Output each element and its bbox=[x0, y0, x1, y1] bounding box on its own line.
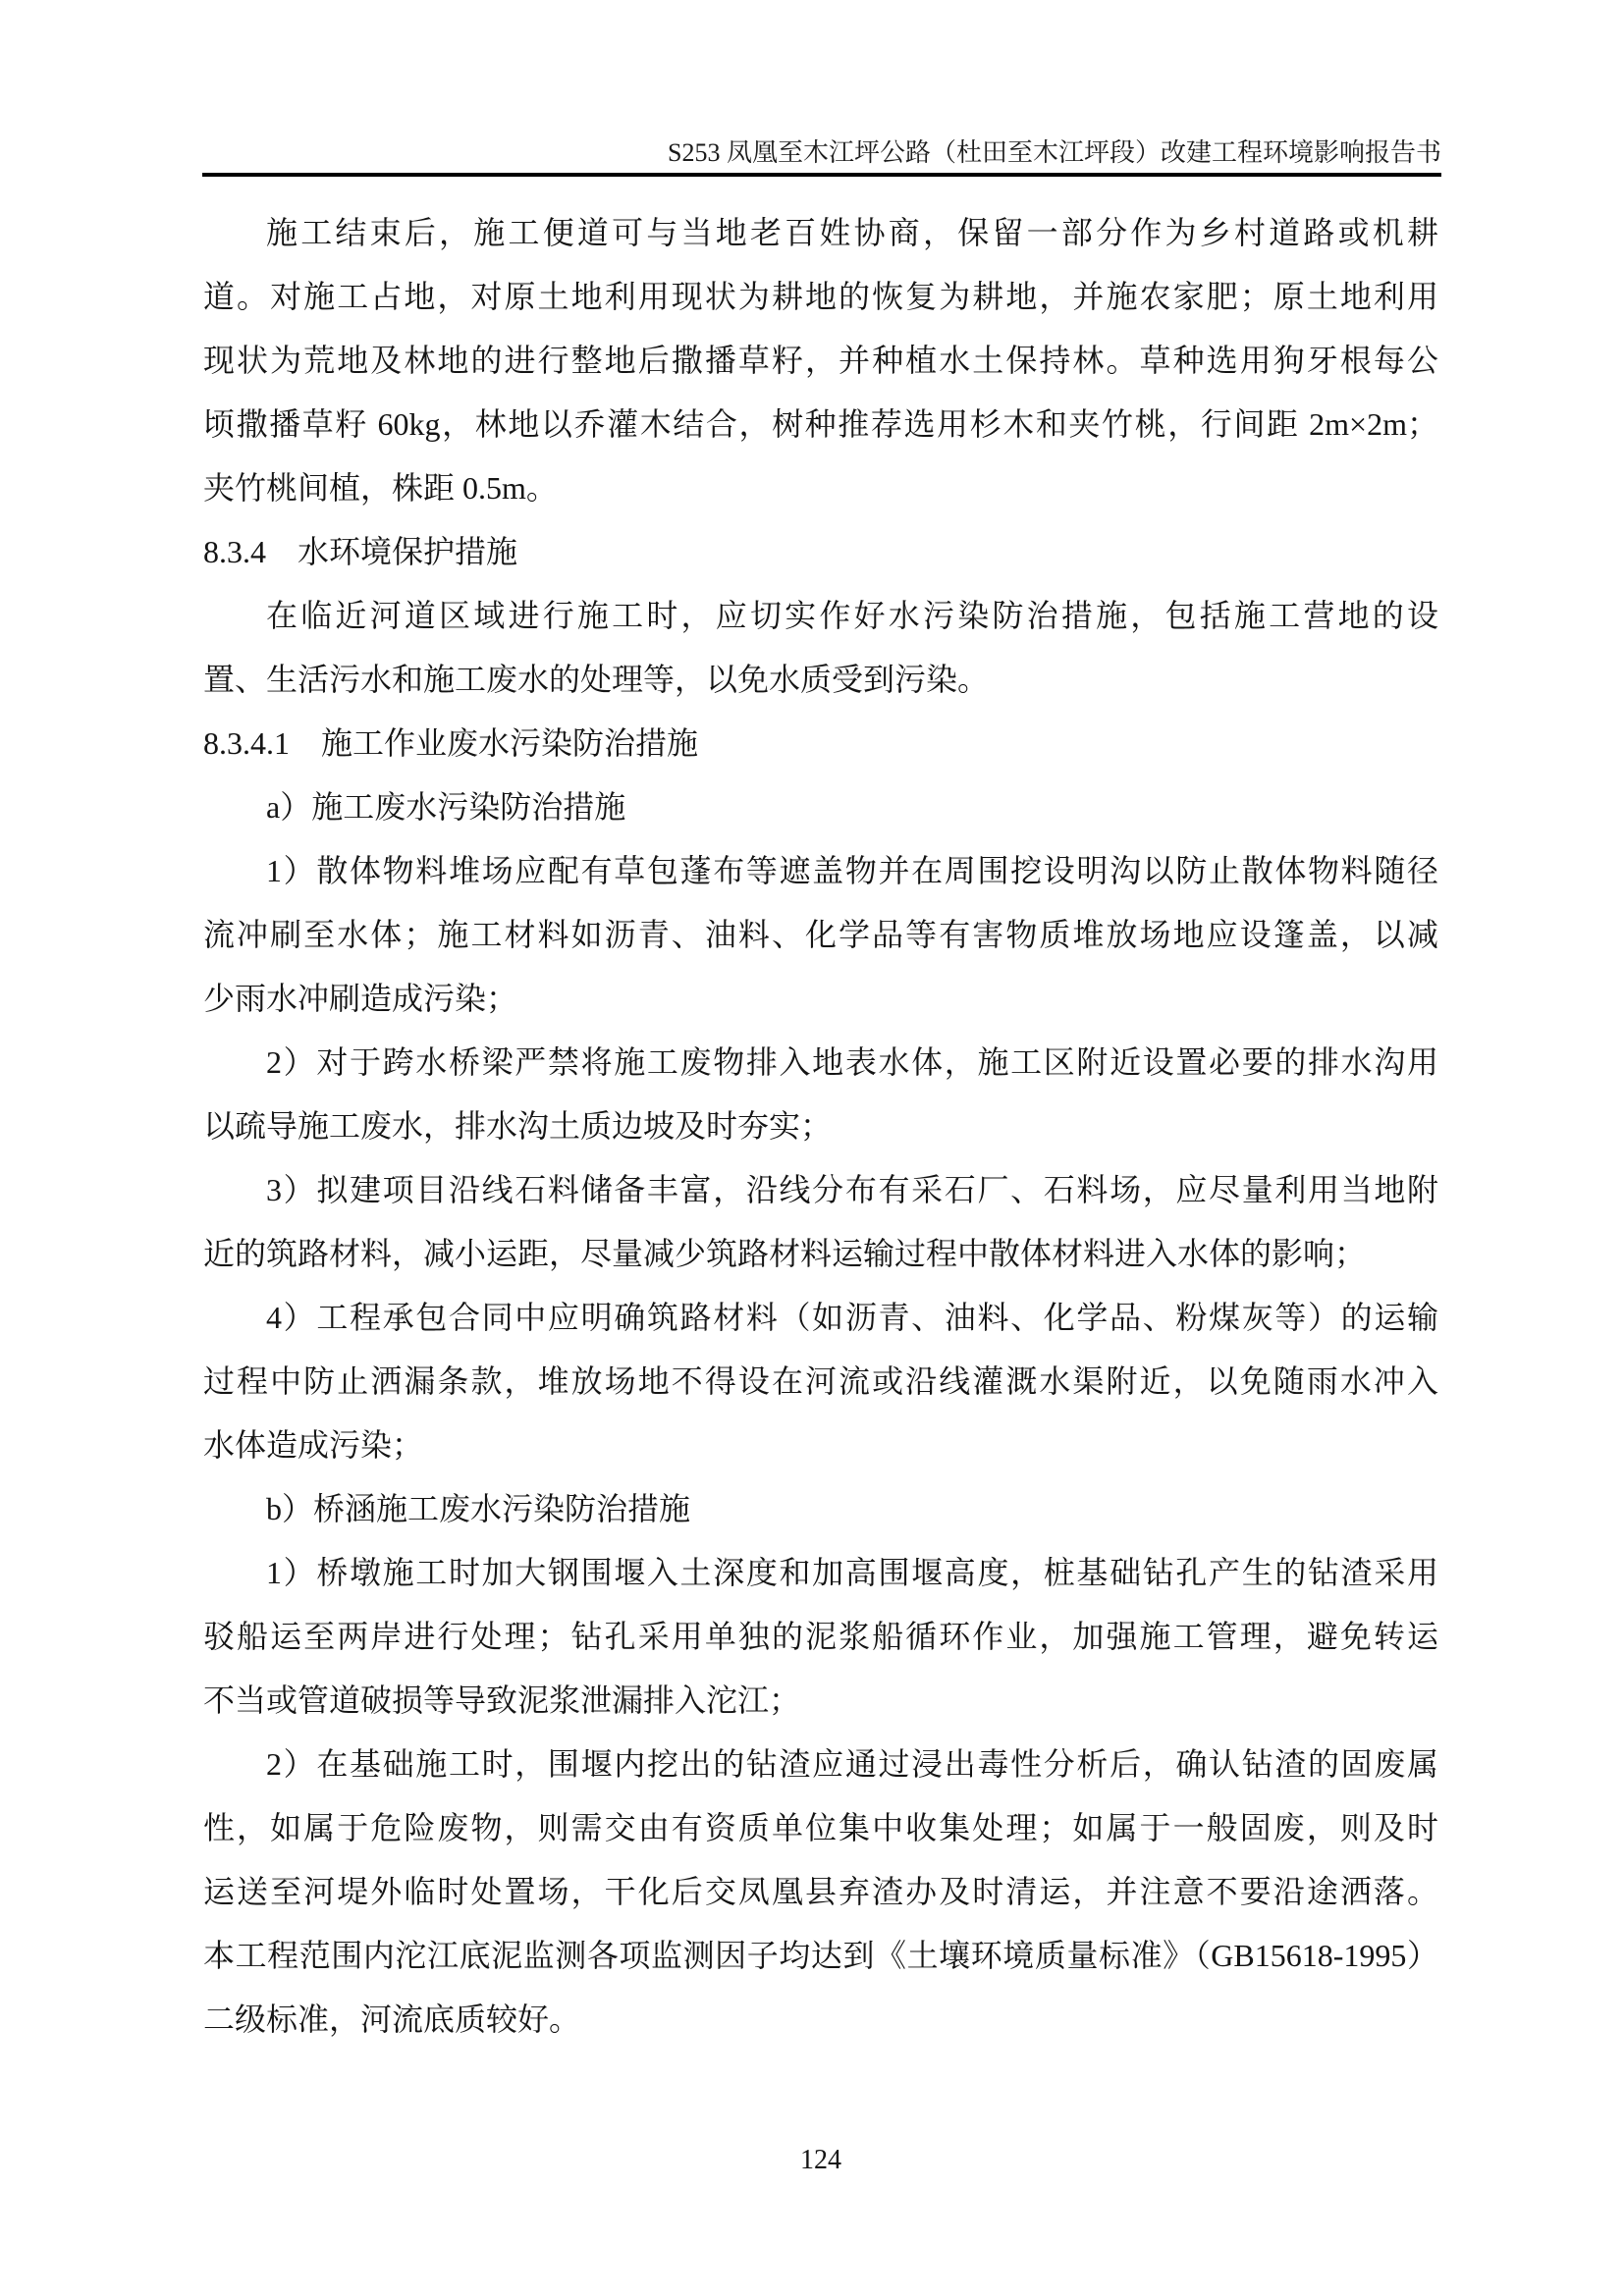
page-number: 124 bbox=[800, 2145, 841, 2175]
text-line: 3）拟建项目沿线石料储备丰富，沿线分布有采石厂、石料场，应尽量利用当地附 bbox=[266, 1172, 1438, 1207]
document-body bbox=[203, 201, 1438, 2052]
text-line: 夹竹桃间植，株距 0.5m。 bbox=[203, 470, 558, 506]
text-line: 置、生活污水和施工废水的处理等，以免水质受到污染。 bbox=[203, 662, 990, 697]
text-line: 2）对于跨水桥梁严禁将施工废物排入地表水体，施工区附近设置必要的排水沟用 bbox=[266, 1044, 1438, 1080]
text-line: a）施工废水污染防治措施 bbox=[266, 789, 626, 825]
text-line: 施工结束后，施工便道可与当地老百姓协商，保留一部分作为乡村道路或机耕 bbox=[266, 215, 1438, 250]
paragraph-item-b2 bbox=[203, 1733, 1438, 2052]
text-line: 流冲刷至水体；施工材料如沥青、油料、化学品等有害物质堆放场地应设篷盖，以减 bbox=[203, 917, 1438, 952]
text-line: 道。对施工占地，对原土地利用现状为耕地的恢复为耕地，并施农家肥；原土地利用 bbox=[203, 279, 1438, 314]
text-line: 1）桥墩施工时加大钢围堰入土深度和加高围堰高度，桩基础钻孔产生的钻渣采用 bbox=[266, 1555, 1438, 1590]
text-line: 本工程范围内沱江底泥监测各项监测因子均达到《土壤环境质量标准》（GB15618-1995） bbox=[203, 1938, 1438, 1973]
header-rule bbox=[202, 173, 1441, 177]
paragraph-item-3 bbox=[203, 1158, 1438, 1286]
paragraph-item-2 bbox=[203, 1031, 1438, 1158]
page-header-title: S253 凤凰至木江坪公路（杜田至木江坪段）改建工程环境影响报告书 bbox=[668, 138, 1441, 167]
text-line: 近的筑路材料，减小运距，尽量减少筑路材料运输过程中散体材料进入水体的影响； bbox=[203, 1236, 1367, 1271]
paragraph bbox=[203, 201, 1438, 520]
text-line: 不当或管道破损等导致泥浆泄漏排入沱江； bbox=[203, 1682, 801, 1718]
section-heading-8-3-4-1 bbox=[203, 712, 1438, 775]
text-line: 二级标准，河流底质较好。 bbox=[203, 2002, 581, 2037]
heading-line: 8.3.4 水环境保护措施 bbox=[203, 534, 518, 569]
text-line: 现状为荒地及林地的进行整地后撒播草籽，并种植水土保持林。草种选用狗牙根每公 bbox=[203, 343, 1438, 378]
text-line: 在临近河道区域进行施工时，应切实作好水污染防治措施，包括施工营地的设 bbox=[266, 598, 1438, 633]
paragraph bbox=[203, 584, 1438, 712]
paragraph-item-b bbox=[203, 1477, 1438, 1541]
text-line: 水体造成污染； bbox=[203, 1427, 424, 1463]
text-line: 4）工程承包合同中应明确筑路材料（如沥青、油料、化学品、粉煤灰等）的运输 bbox=[266, 1300, 1438, 1335]
paragraph-item-1 bbox=[203, 839, 1438, 1031]
paragraph-item-4 bbox=[203, 1286, 1438, 1477]
text-line: 运送至河堤外临时处置场，干化后交凤凰县弃渣办及时清运，并注意不要沿途洒落。 bbox=[203, 1874, 1438, 1909]
heading-line: 8.3.4.1 施工作业废水污染防治措施 bbox=[203, 725, 699, 761]
text-line: 顷撒播草籽 60kg，林地以乔灌木结合，树种推荐选用杉木和夹竹桃，行间距 2m×2m； bbox=[203, 406, 1438, 442]
text-line: 2）在基础施工时，围堰内挖出的钻渣应通过浸出毒性分析后，确认钻渣的固废属 bbox=[266, 1746, 1438, 1782]
text-line: b）桥涵施工废水污染防治措施 bbox=[266, 1491, 691, 1526]
text-line: 性，如属于危险废物，则需交由有资质单位集中收集处理；如属于一般固废，则及时 bbox=[203, 1810, 1438, 1845]
text-line: 过程中防止洒漏条款，堆放场地不得设在河流或沿线灌溉水渠附近，以免随雨水冲入 bbox=[203, 1363, 1438, 1399]
section-heading-8-3-4 bbox=[203, 520, 1438, 584]
text-line: 少雨水冲刷造成污染； bbox=[203, 981, 518, 1016]
text-line: 1）散体物料堆场应配有草包蓬布等遮盖物并在周围挖设明沟以防止散体物料随径 bbox=[266, 853, 1438, 888]
text-line: 驳船运至两岸进行处理；钻孔采用单独的泥浆船循环作业，加强施工管理，避免转运 bbox=[203, 1619, 1438, 1654]
text-line: 以疏导施工废水，排水沟土质边坡及时夯实； bbox=[203, 1108, 833, 1144]
paragraph-item-b1 bbox=[203, 1541, 1438, 1733]
paragraph-item-a bbox=[203, 775, 1438, 839]
